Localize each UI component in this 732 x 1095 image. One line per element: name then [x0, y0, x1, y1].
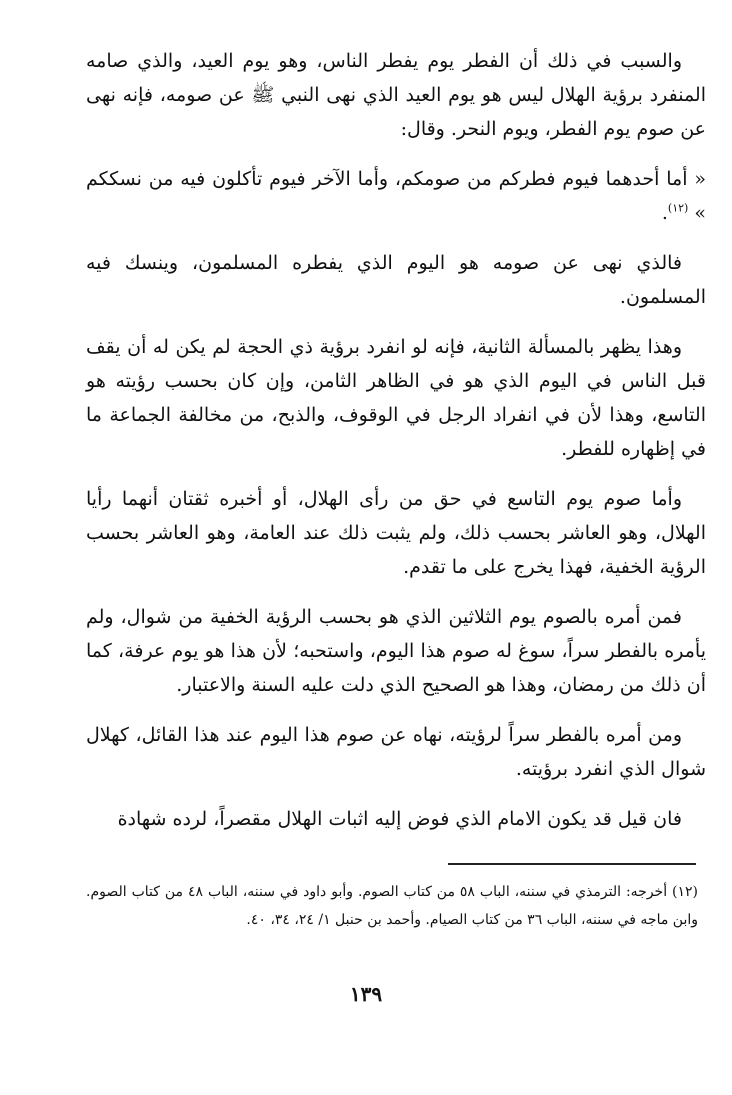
paragraph-1: والسبب في ذلك أن الفطر يوم يفطر الناس، وهو يوم العيد، والذي صامه المنفرد برؤية الهلال ليس هو يوم العيد الذي نهى النبي ﷺ عن صومه، فإنه نهى عن صوم يوم الفطر، ويوم النحر. وقال: — [86, 50, 706, 140]
hadith-quote: « أما أحدهما فيوم فطركم من صومكم، وأما الآخر فيوم تأكلون فيه من نسككم » — [86, 168, 706, 224]
paragraph-7: ومن أمره بالفطر سراً لرؤيته، نهاه عن صوم هذا اليوم عند هذا القائل، كهلال شوال الذي انفرد برؤيته. — [86, 724, 706, 780]
page-number: ١٣٩ — [349, 982, 383, 1006]
main-text — [86, 44, 706, 852]
footnote-reference: (١٢) — [667, 201, 689, 215]
paragraph-2-quote: « أما أحدهما فيوم فطركم من صومكم، وأما الآخر فيوم تأكلون فيه من نسككم » $^{(١٢)}$. — [86, 168, 706, 224]
paragraph-4: وهذا يظهر بالمسألة الثانية، فإنه لو انفرد برؤية ذي الحجة لم يكن له أن يقف قبل الناس في اليوم الذي هو في الظاهر الثامن، وإن كان بحسب رؤيته هو التاسع، وهذا لأن في انفراد الرجل في الوقوف، والذبح، من مخالفة الجماعة ما في إظهاره للفطر. — [86, 336, 706, 460]
paragraph-5: وأما صوم يوم التاسع في حق من رأى الهلال، أو أخبره ثقتان أنهما رأيا الهلال، وهو العاشر بحسب ذلك، ولم يثبت ذلك عند العامة، وهو العاشر بحسب الرؤية الخفية، فهذا يخرج على ما تقدم. — [86, 488, 706, 578]
paragraph-3: فالذي نهى عن صومه هو اليوم الذي يفطره المسلمون، وينسك فيه المسلمون. — [86, 252, 706, 308]
paragraph-8: فان قيل قد يكون الامام الذي فوض إليه اثبات الهلال مقصراً، لرده شهادة — [117, 808, 682, 830]
paragraph-6: فمن أمره بالصوم يوم الثلاثين الذي هو بحسب الرؤية الخفية من شوال، ولم يأمره بالفطر سراً، سوغ له صوم هذا اليوم، واستحبه؛ لأن هذا هو يوم عرفة، كما أن ذلك من رمضان، وهذا هو الصحيح الذي دلت عليه السنة والاعتبار. — [86, 606, 706, 696]
footnote: (١٢) أخرجه: الترمذي في سننه، الباب ٥٨ من كتاب الصوم. وأبو داود في سننه، الباب ٤٨ من كتاب الصوم. وابن ماجه في سننه، الباب ٣٦ من كتاب الصيام. وأحمد بن حنبل ١/ ٢٤، ٣٤، ٤٠. — [86, 884, 699, 928]
footnote-divider — [448, 863, 696, 865]
